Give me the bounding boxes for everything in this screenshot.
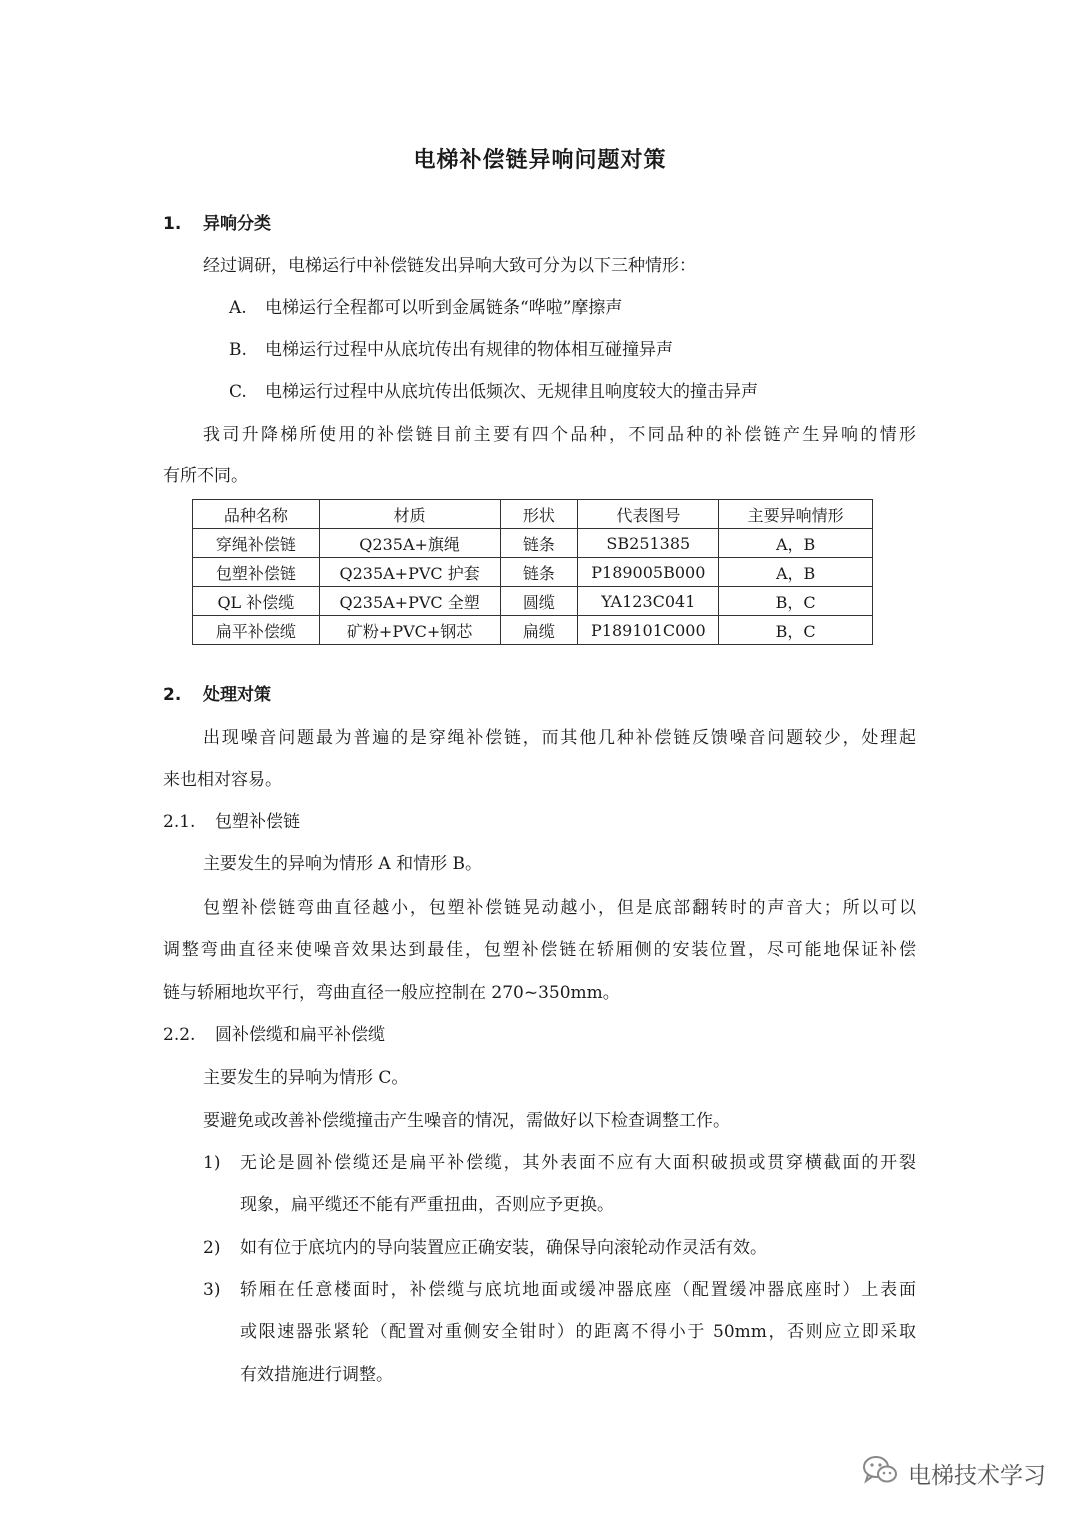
list-item-c [229,380,758,404]
table-cell: 圆缆 [500,587,578,616]
table-cell: 穿绳补偿链 [193,529,320,558]
section-number: 2. [163,685,182,705]
table-cell: 包塑补偿链 [193,558,320,587]
table-cell: 链条 [500,558,578,587]
list-item-text: 有效措施进行调整。 [240,1365,393,1385]
column-header: 形状 [500,500,578,529]
list-item-label: C. [229,382,247,402]
list-item-label: B. [229,340,247,360]
section-1-paragraph-line: 我司升降梯所使用的补偿链目前主要有四个品种，不同品种的补偿链产生异响的情形 [203,425,916,445]
section-2-heading [163,683,271,707]
table-row [193,558,873,587]
subsection-2-1-paragraph-line: 链与轿厢地坎平行，弯曲直径一般应控制在 270~350mm。 [163,983,620,1003]
column-header: 代表图号 [578,500,719,529]
table-cell: B，C [719,587,873,616]
section-1-heading [163,212,271,236]
subsection-2-2-text: 主要发生的异响为情形 C。 [203,1068,409,1088]
table-cell: 矿粉+PVC+钢芯 [319,616,500,645]
table-cell: A，B [719,558,873,587]
list-item-text: 电梯运行过程中从底坑传出低频次、无规律且响度较大的撞击异声 [265,382,758,402]
table-cell: QL 补偿缆 [193,587,320,616]
table-cell: P189101C000 [578,616,719,645]
list-item-text: 电梯运行过程中从底坑传出有规律的物体相互碰撞异声 [265,340,673,360]
section-number: 1. [163,214,182,234]
subsection-2-1-text: 主要发生的异响为情形 A 和情形 B。 [203,854,482,874]
section-title: 处理对策 [203,685,271,705]
list-item-label: A. [229,298,247,318]
table-cell: B，C [719,616,873,645]
table-cell: 链条 [500,529,578,558]
table-row [193,616,873,645]
page-title: 电梯补偿链异响问题对策 [413,148,667,173]
list-item-text: 现象，扁平缆还不能有严重扭曲，否则应予更换。 [240,1195,614,1215]
table-cell: A，B [719,529,873,558]
list-item-label: 3) [203,1280,221,1300]
subsection-title: 圆补偿缆和扁平补偿缆 [215,1025,385,1045]
list-item-text: 如有位于底坑内的导向装置应正确安装，确保导向滚轮动作灵活有效。 [240,1238,767,1258]
subsection-2-1-heading [163,810,300,834]
table-cell: P189005B000 [578,558,719,587]
table-cell: YA123C041 [578,587,719,616]
list-item-text: 无论是圆补偿缆还是扁平补偿缆，其外表面不应有大面积破损或贯穿横截面的开裂 [240,1153,916,1173]
list-item-text: 或限速器张紧轮（配置对重侧安全钳时）的距离不得小于 50mm，否则应立即采取 [240,1322,916,1342]
compensation-chain-table [192,499,873,645]
watermark [862,1455,1046,1491]
list-item-a [229,296,622,320]
table-header-row [193,500,873,529]
section-1-paragraph-line: 有所不同。 [163,466,248,486]
watermark-text: 电梯技术学习 [908,1462,1046,1489]
subsection-2-1-paragraph-line: 调整弯曲直径来使噪音效果达到最佳，包塑补偿链在轿厢侧的安装位置，尽可能地保证补偿 [163,940,916,960]
subsection-2-2-text: 要避免或改善补偿缆撞击产生噪音的情况，需做好以下检查调整工作。 [203,1111,730,1131]
table-cell: 扁平补偿缆 [193,616,320,645]
list-item-text: 电梯运行全程都可以听到金属链条“哗啦”摩擦声 [265,298,623,318]
section-2-paragraph-line: 出现噪音问题最为普遍的是穿绳补偿链，而其他几种补偿链反馈噪音问题较少，处理起 [203,728,916,748]
table-row [193,529,873,558]
subsection-2-2-heading [163,1023,385,1047]
table-cell: Q235A+旗绳 [319,529,500,558]
subsection-number: 2.1. [163,812,196,832]
list-item-label: 2) [203,1238,221,1258]
table-cell: Q235A+PVC 全塑 [319,587,500,616]
column-header: 主要异响情形 [719,500,873,529]
subsection-title: 包塑补偿链 [215,812,300,832]
section-1-intro: 经过调研，电梯运行中补偿链发出异响大致可分为以下三种情形： [203,256,696,276]
table-cell: SB251385 [578,529,719,558]
section-title: 异响分类 [203,214,271,234]
column-header: 材质 [319,500,500,529]
list-item-b [229,338,673,362]
section-2-paragraph-line: 来也相对容易。 [163,770,282,790]
column-header: 品种名称 [193,500,320,529]
wechat-icon [862,1455,908,1491]
subsection-2-1-paragraph-line: 包塑补偿链弯曲直径越小，包塑补偿链晃动越小，但是底部翻转时的声音大；所以可以 [203,898,916,918]
list-item-label: 1) [203,1153,221,1173]
table-row [193,587,873,616]
list-item-text: 轿厢在任意楼面时，补偿缆与底坑地面或缓冲器底座（配置缓冲器底座时）上表面 [240,1280,916,1300]
table-cell: Q235A+PVC 护套 [319,558,500,587]
subsection-number: 2.2. [163,1025,196,1045]
table-cell: 扁缆 [500,616,578,645]
